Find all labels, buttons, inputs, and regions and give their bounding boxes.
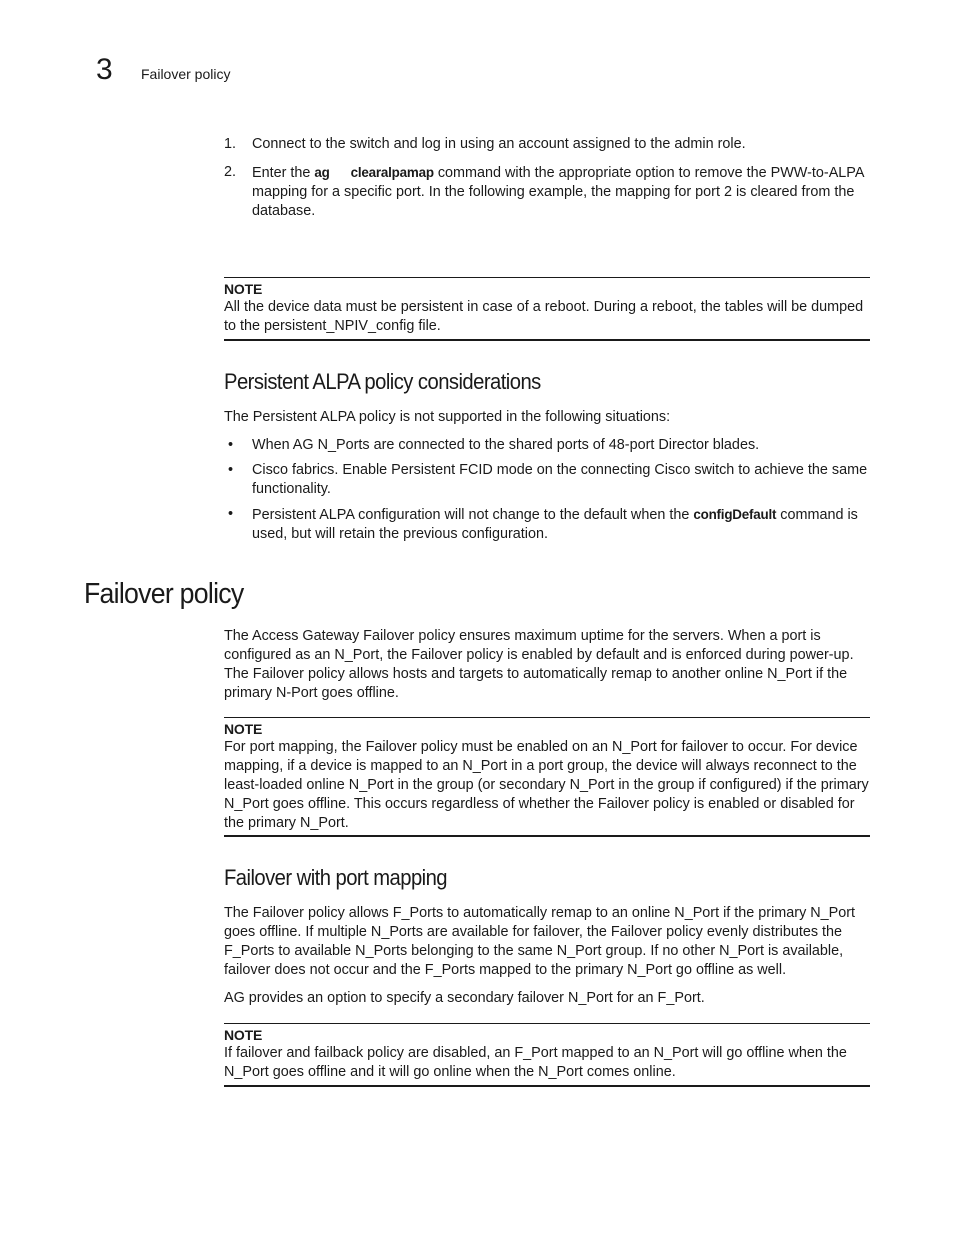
command-name: clearalpamap <box>350 165 434 180</box>
command-name: configDefault <box>693 507 777 522</box>
note-box <box>224 717 870 837</box>
step-number: 2. <box>224 164 237 180</box>
bullet-text: Cisco fabrics. Enable Persistent FCID mode on the connecting Cisco switch to achieve the same functionality. <box>252 462 868 497</box>
paragraph: The Failover policy allows F_Ports to automatically remap to an online N_Port if the primary N_Port goes offline. If multiple N_Ports are available for failover, the Failover policy evenly distributes the F_Ports to available N_Ports belonging to the same N_Port group. If no other N_Port is available, failover does not occur and the F_Ports mapped to the primary N_Port go offline as well. <box>224 905 856 978</box>
running-title: Failover policy <box>141 66 231 82</box>
note-text: For port mapping, the Failover policy must be enabled on an N_Port for failover to occur. For device mapping, if a device is mapped to an N_Port in a port group, the device will always reconnect to the least-loaded online N_Port in the group (or secondary N_Port in the group if configured) if the primary N_Port goes offline. This occurs regardless of whether the Failover policy is enabled or disabled for the primary N_Port. <box>224 739 869 831</box>
step-item <box>224 163 870 220</box>
command-name: ag <box>314 165 330 180</box>
note-label: NOTE <box>224 281 263 297</box>
note-text: All the device data must be persistent in case of a reboot. During a reboot, the tables will be dumped to the persistent_NPIV_config file. <box>224 299 864 334</box>
paragraph: The Access Gateway Failover policy ensures maximum uptime for the servers. When a port is configured as an N_Port, the Failover policy is enabled by default and is enforced during power-up. The Failover policy allows hosts and targets to automatically remap to another online N_Port if the primary N-Port goes offline. <box>224 628 854 701</box>
bullet-item <box>224 461 870 499</box>
note-box <box>224 277 870 341</box>
note-text: If failover and failback policy are disabled, an F_Port mapped to an N_Port will go offline when the N_Port goes offline and it will go online when the N_Port comes online. <box>224 1045 847 1080</box>
step-text: Enter the ag clearalpamap command with the appropriate option to remove the PWW-to-ALPA mapping for a specific port. In the following example, the mapping for port 2 is cleared from the database. <box>252 165 864 219</box>
bullet-icon: • <box>228 437 234 453</box>
paragraph: AG provides an option to specify a secondary failover N_Port for an F_Port. <box>224 990 705 1006</box>
note-label: NOTE <box>224 721 263 737</box>
chapter-number: 3 <box>96 53 113 86</box>
step-number: 1. <box>224 136 237 152</box>
bullet-icon: • <box>228 506 234 522</box>
note-box <box>224 1023 870 1087</box>
section-heading: Failover with port mapping <box>224 865 448 890</box>
step-item <box>224 135 870 154</box>
note-label: NOTE <box>224 1027 263 1043</box>
chapter-heading: Failover policy <box>84 578 244 610</box>
bullet-item <box>224 505 870 543</box>
paragraph: The Persistent ALPA policy is not supported in the following situations: <box>224 409 671 425</box>
section-heading: Persistent ALPA policy considerations <box>224 369 541 394</box>
step-text: Connect to the switch and log in using an account assigned to the admin role. <box>252 136 746 152</box>
bullet-item <box>224 436 870 455</box>
bullet-text: When AG N_Ports are connected to the shared ports of 48-port Director blades. <box>252 437 760 453</box>
bullet-text: Persistent ALPA configuration will not change to the default when the configDefault command is used, but will retain the previous configuration. <box>252 507 858 542</box>
bullet-icon: • <box>228 462 234 478</box>
